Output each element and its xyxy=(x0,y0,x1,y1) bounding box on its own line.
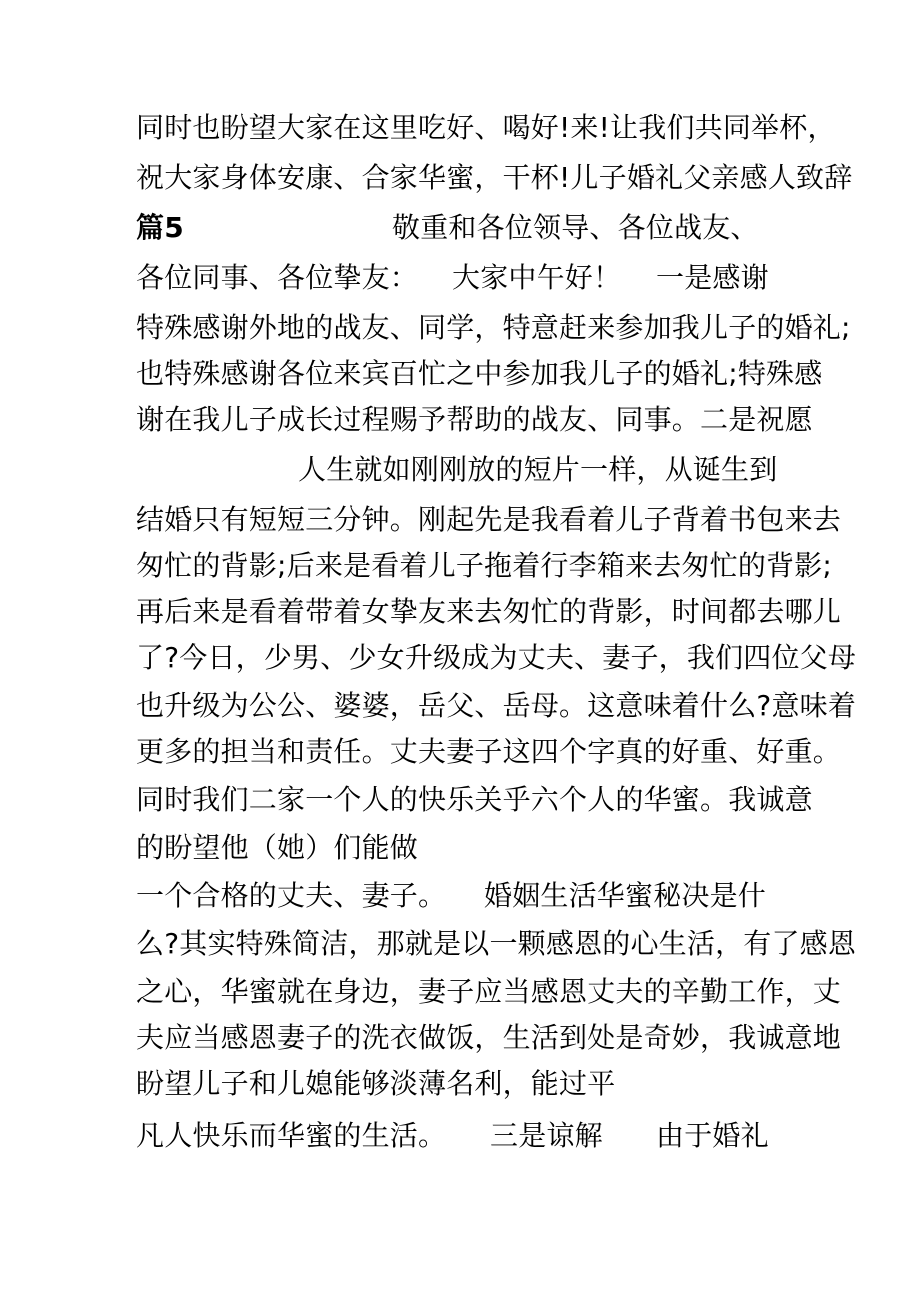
text-line-12: 了?今日，少男、少女升级成为丈夫、妻子，我们四位父母 xyxy=(136,641,857,674)
text-line-16: 的盼望他（她）们能做 xyxy=(136,831,419,864)
section-label: 篇5 xyxy=(136,211,184,244)
text-line-22b: 三是谅解 xyxy=(490,1119,603,1152)
text-line-19: 之心，华蜜就在身边，妻子应当感恩丈夫的辛勤工作，丈 xyxy=(136,975,842,1008)
text-line-9: 结婚只有短短三分钟。刚起先是我看着儿子背着书包来去 xyxy=(136,503,842,536)
text-line-18: 么?其实特殊简洁，那就是以一颗感恩的心生活，有了感恩 xyxy=(136,927,857,960)
text-line-4a: 各位同事、各位挚友： xyxy=(136,261,419,294)
text-line-11: 再后来是看着带着女挚友来去匆忙的背影，时间都去哪儿 xyxy=(136,595,842,628)
text-line-14: 更多的担当和责任。丈夫妻子这四个字真的好重、好重。 xyxy=(136,735,842,768)
text-line-22a: 凡人快乐而华蜜的生活。 xyxy=(136,1119,447,1152)
text-line-6: 也特殊感谢各位来宾百忙之中参加我儿子的婚礼;特殊感 xyxy=(136,357,823,390)
text-line-15: 同时我们二家一个人的快乐关乎六个人的华蜜。我诚意 xyxy=(136,783,813,816)
text-line-21: 盼望儿子和儿媳能够淡薄名利，能过平 xyxy=(136,1067,616,1100)
text-line-4b: 大家中午好！ xyxy=(452,261,622,294)
text-line-17a: 一个合格的丈夫、妻子。 xyxy=(136,879,447,912)
text-line-2: 祝大家身体安康、合家华蜜，干杯!儿子婚礼父亲感人致辞 xyxy=(136,161,853,194)
text-line-13: 也升级为公公、婆婆，岳父、岳母。这意味着什么?意味着 xyxy=(136,689,857,722)
text-line-1: 同时也盼望大家在这里吃好、喝好!来!让我们共同举杯， xyxy=(136,111,836,144)
text-line-10: 匆忙的背影;后来是看着儿子拖着行李箱来去匆忙的背影; xyxy=(136,549,833,582)
text-line-7: 谢在我儿子成长过程赐予帮助的战友、同事。二是祝愿 xyxy=(136,403,813,436)
text-line-22c: 由于婚礼 xyxy=(656,1119,769,1152)
text-line-5: 特殊感谢外地的战友、同学，特意赶来参加我儿子的婚礼; xyxy=(136,311,851,344)
text-line-8: 人生就如刚刚放的短片一样，从诞生到 xyxy=(298,453,778,486)
text-line-20: 夫应当感恩妻子的洗衣做饭，生活到处是奇妙，我诚意地 xyxy=(136,1021,842,1054)
text-line-4c: 一是感谢 xyxy=(656,261,769,294)
text-line-17b: 婚姻生活华蜜秘决是什 xyxy=(484,879,767,912)
text-line-3: 敬重和各位领导、各位战友、 xyxy=(392,211,759,244)
